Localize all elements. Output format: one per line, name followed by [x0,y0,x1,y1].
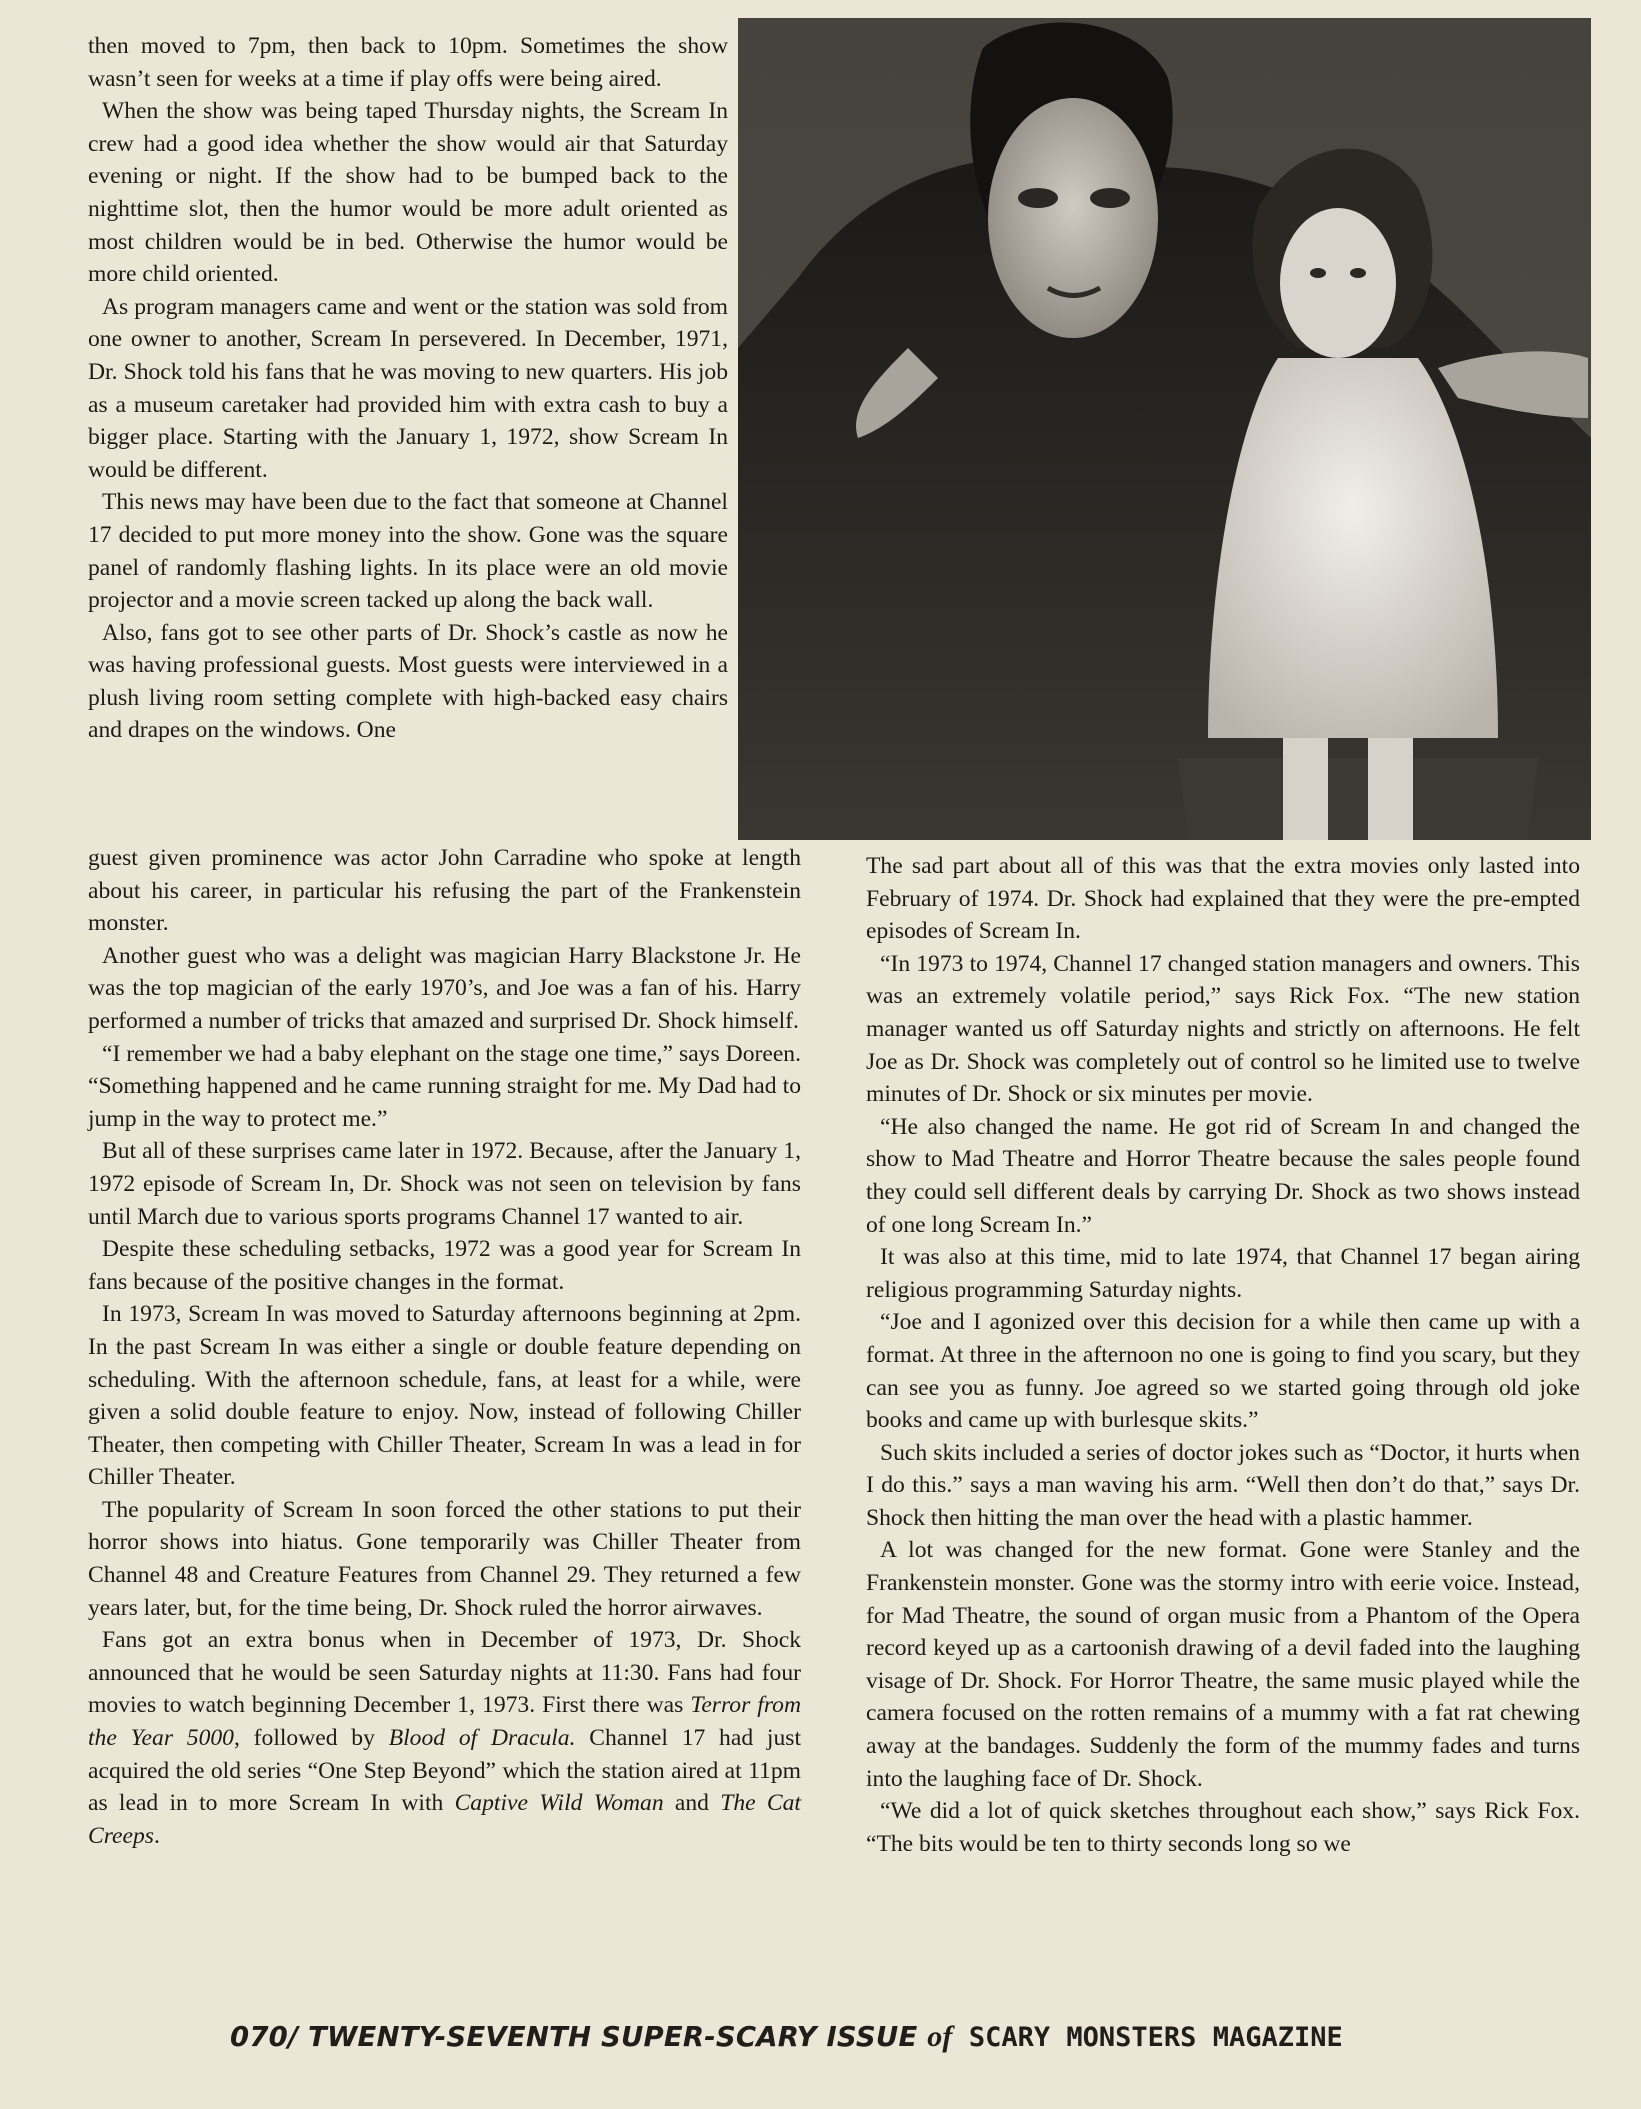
paragraph: Another guest who was a delight was magician Harry Blackstone Jr. He was the top magician of the early 1970’s, and Joe was a fan of his. Harry performed a number of tricks that amazed and surprised Dr. Shock himself. [88,942,801,1034]
film-title: The Cat Creeps [88,1790,801,1849]
text-run: and [663,1790,721,1817]
left-column-top [88,30,728,747]
text-run: Channel 17 had just acquired the old series “One Step Beyond” which the station aired at 11pm as lead in to more Scream In with [88,1725,801,1817]
paragraph: “He also changed the name. He got rid of Scream In and changed the show to Mad Theatre and Horror Theatre because the sales people found they could sell different deals by carrying Dr. Shock as two shows instead of one long Scream In.” [866,1113,1580,1238]
left-column-bottom [88,842,801,1852]
film-title: Blood of Dracula. [388,1725,576,1752]
paragraph: “Joe and I agonized over this decision for a while then came up with a format. At three in the afternoon no one is going to find you scary, but they can see you as funny. Joe agreed so we started going through old joke books and came up with burlesque skits.” [866,1309,1580,1434]
paragraph: It was also at this time, mid to late 1974, that Channel 17 began airing religious programming Saturday nights. [866,1244,1580,1303]
paragraph: guest given prominence was actor John Carradine who spoke at length about his career, in particular his refusing the part of the Frankenstein monster. [88,845,801,937]
page-number: 070/ [230,2021,299,2053]
paragraph: “I remember we had a baby elephant on the stage one time,” says Doreen. “Something happened and he came running straight for me. My Dad had to jump in the way to protect me.” [88,1040,801,1132]
magazine-name: SCARY MONSTERS MAGAZINE [952,2022,1343,2053]
text-run: , followed by [233,1725,389,1752]
paragraph: As program managers came and went or the station was sold from one owner to another, Scream In persevered. In December, 1971, Dr. Shock told his fans that he was moving to new quarters. His job as a museum caretaker had provided him with extra cash to buy a bigger place. Starting with the January 1, 1972, show Scream In would be different. [88,293,728,483]
footer-of: of [927,2020,953,2053]
paragraph: “In 1973 to 1974, Channel 17 changed station managers and owners. This was an extremely volatile period,” says Rick Fox. “The new station manager wanted us off Saturday nights and strictly on afternoons. He felt Joe as Dr. Shock was completely out of control so he limited use to twelve minutes of Dr. Shock or six minutes per movie. [866,950,1580,1108]
paragraph: The sad part about all of this was that the extra movies only lasted into February of 1974. Dr. Shock had explained that they were the pre-empted episodes of Scream In. [866,853,1580,945]
paragraph: A lot was changed for the new format. Gone were Stanley and the Frankenstein monster. Gone was the stormy intro with eerie voice. Instead, for Mad Theatre, the sound of organ music from a Phantom of the Opera record keyed up as a cartoonish drawing of a devil faded into the laughing visage of Dr. Shock. For Horror Theatre, the same music played while the camera focused on the rotten remains of a mummy with a fat rat chewing away at the bandages. Suddenly the form of the mummy fades and turns into the laughing face of Dr. Shock. [866,1537,1580,1792]
paragraph: Also, fans got to see other parts of Dr. Shock’s castle as now he was having professional guests. Most guests were interviewed in a plush living room setting complete with high-backed easy chairs and drapes on the windows. One [88,619,728,744]
paragraph: In 1973, Scream In was moved to Saturday afternoons beginning at 2pm. In the past Scream In was either a single or double feature depending on scheduling. With the afternoon schedule, fans, at least for a while, were given a solid double feature to enjoy. Now, instead of following Chiller Theater, then competing with Chiller Theater, Scream In was a lead in for Chiller Theater. [88,1301,801,1491]
paragraph: But all of these surprises came later in 1972. Because, after the January 1, 1972 episode of Scream In, Dr. Shock was not seen on television by fans until March due to various sports programs Channel 17 wanted to air. [88,1138,801,1230]
paragraph: This news may have been due to the fact that someone at Channel 17 decided to put more money into the show. Gone was the square panel of randomly flashing lights. In its place were an old movie projector and a movie screen tacked up along the back wall. [88,489,728,614]
paragraph: then moved to 7pm, then back to 10pm. Sometimes the show wasn’t seen for weeks at a time if play offs were being aired. [88,33,728,92]
film-title: Terror from the Year 5000 [88,1692,801,1752]
right-column [866,850,1580,1860]
text-run: Fans got an extra bonus when in December of 1973, Dr. Shock announced that he would be seen Saturday nights at 11:30. Fans had four movies to watch beginning December 1, 1973. First there was [88,1627,801,1719]
paragraph: “We did a lot of quick sketches throughout each show,” says Rick Fox. “The bits would be ten to thirty seconds long so we [866,1798,1580,1857]
film-title: Captive Wild Woman [454,1790,664,1817]
paragraph: Despite these scheduling setbacks, 1972 was a good year for Scream In fans because of the positive changes in the format. [88,1236,801,1295]
paragraph: The popularity of Scream In soon forced the other stations to put their horror shows into hiatus. Gone temporarily was Chiller Theater from Channel 48 and Creature Features from Channel 29. They returned a few years later, but, for the time being, Dr. Shock ruled the horror airwaves. [88,1496,801,1621]
paragraph [88,1624,801,1852]
page-footer [230,2020,1430,2054]
issue-label: TWENTY-SEVENTH SUPER-SCARY ISSUE [298,2021,928,2053]
paragraph: When the show was being taped Thursday nights, the Scream In crew had a good idea whether the show would air that Saturday evening or night. If the show had to be bumped back to the nighttime slot, then the humor would be more adult oriented as most children would be in bed. Otherwise the humor would be more child oriented. [88,98,728,288]
text-run: . [153,1822,160,1849]
photo-dr-shock-with-child [738,18,1591,840]
photo-illustration [738,18,1591,840]
paragraph: Such skits included a series of doctor jokes such as “Doctor, it hurts when I do this.” says a man waving his arm. “Well then don’t do that,” says Dr. Shock then hitting the man over the head with a plastic hammer. [866,1439,1580,1531]
